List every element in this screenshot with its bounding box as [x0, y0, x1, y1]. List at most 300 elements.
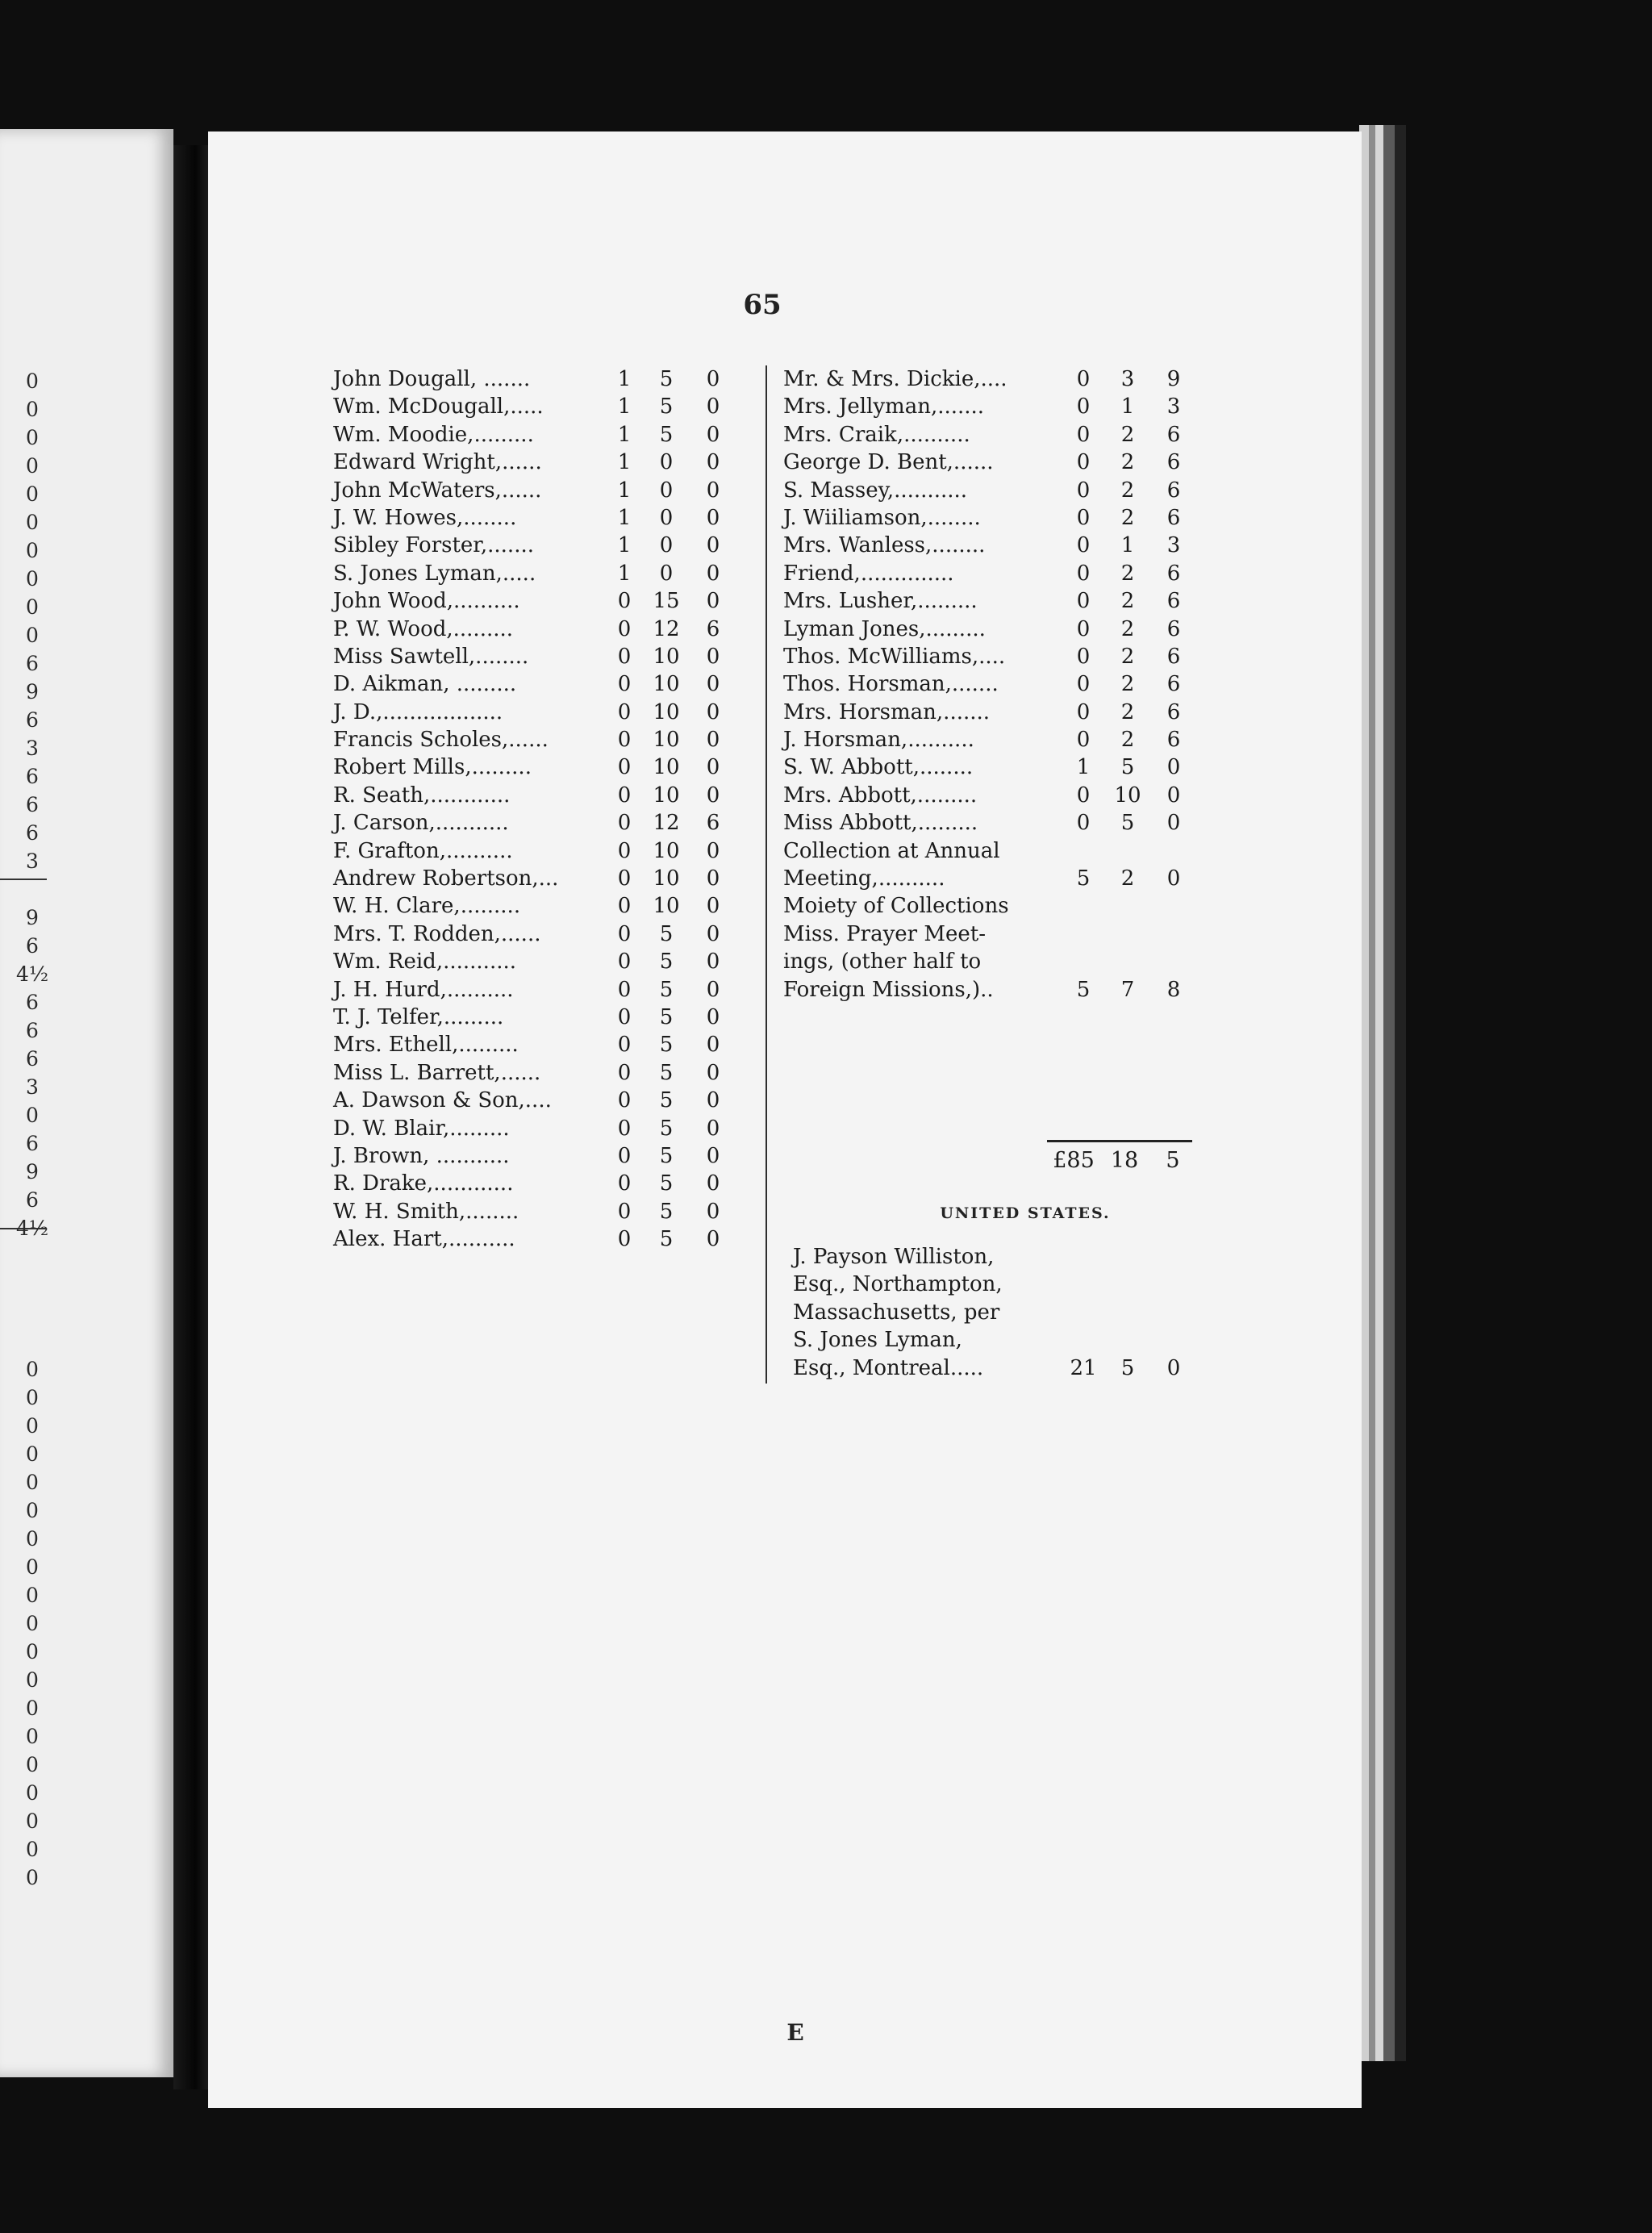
- subscription-row: [783, 532, 1412, 559]
- amount-pence: 0: [1166, 783, 1181, 808]
- amount-pence: 0: [706, 977, 720, 1002]
- subscriber-name: Edward Wright,......: [333, 450, 542, 475]
- amount-pounds: 0: [617, 589, 632, 614]
- subscription-row: [333, 560, 753, 587]
- amount-shillings: 10: [1114, 783, 1141, 808]
- subscription-row: [793, 1271, 1422, 1298]
- amount-pence: 0: [706, 1171, 720, 1196]
- amount-shillings: 1: [1120, 533, 1135, 558]
- left-page-figure: 9: [26, 1160, 39, 1183]
- amount-shillings: 5: [659, 1171, 674, 1196]
- amount-shillings: 5: [659, 1227, 674, 1252]
- subscription-row: [793, 1326, 1422, 1354]
- subscriber-name: John Wood,..........: [333, 589, 520, 614]
- left-page-fragment: [0, 129, 173, 2077]
- subscription-row: [793, 1243, 1422, 1271]
- subscription-row: [783, 837, 1412, 865]
- subscriber-name: Miss. Prayer Meet-: [783, 921, 986, 946]
- amount-pence: 0: [706, 838, 720, 863]
- amount-shillings: 1: [1120, 394, 1135, 419]
- amount-pence: 6: [1166, 672, 1181, 697]
- subscriber-name: Mrs. Ethell,.........: [333, 1033, 519, 1058]
- left-page-figure: 0: [26, 1697, 39, 1720]
- amount-pounds: 0: [617, 921, 632, 946]
- subscription-row: [783, 976, 1412, 1004]
- amount-pounds: 0: [617, 783, 632, 808]
- amount-shillings: 12: [653, 811, 680, 836]
- section-heading-united-states: UNITED STATES.: [940, 1204, 1111, 1222]
- subscription-row: [333, 532, 753, 559]
- amount-pence: 6: [1166, 589, 1181, 614]
- subscriber-name: D. W. Blair,.........: [333, 1116, 510, 1141]
- amount-shillings: 5: [1120, 811, 1135, 836]
- left-page-figure: 0: [26, 1584, 39, 1607]
- subscription-row: [333, 1004, 753, 1031]
- left-page-figure: 6: [26, 793, 39, 816]
- subscriber-name: S. Jones Lyman,.....: [333, 561, 536, 586]
- subscription-row: [333, 477, 753, 504]
- amount-shillings: 5: [659, 1116, 674, 1141]
- amount-pounds: 0: [617, 977, 632, 1002]
- left-page-figure: 0: [26, 1640, 39, 1663]
- left-page-figure: 6: [26, 765, 39, 788]
- amount-shillings: 2: [1120, 644, 1135, 669]
- left-page-figures-lower: [16, 904, 48, 1242]
- subscriber-name: Mrs. Horsman,.......: [783, 699, 991, 724]
- amount-pounds: 1: [617, 505, 632, 530]
- amount-pence: 0: [1166, 811, 1181, 836]
- subscription-row: [333, 1198, 753, 1225]
- subscriber-name: Wm. Reid,...........: [333, 950, 517, 975]
- subscription-row: [333, 865, 753, 892]
- subscription-row: [333, 1170, 753, 1197]
- amount-pounds: 1: [617, 561, 632, 586]
- amount-shillings: 0: [659, 533, 674, 558]
- subscriber-name: Thos. McWilliams,....: [783, 644, 1006, 669]
- amount-pounds: 0: [617, 894, 632, 919]
- amount-pounds: 1: [617, 367, 632, 391]
- subscription-row: [333, 1059, 753, 1087]
- amount-shillings: 10: [653, 672, 680, 697]
- amount-pence: 0: [706, 950, 720, 975]
- subscriber-name: S. Jones Lyman,: [793, 1328, 962, 1353]
- subscriber-name: Esq., Montreal.....: [793, 1355, 984, 1380]
- subscription-row: [333, 643, 753, 670]
- subscriber-name: J. Payson Williston,: [793, 1245, 995, 1269]
- subscriber-name: Mrs. T. Rodden,......: [333, 921, 541, 946]
- amount-pence: 0: [706, 1227, 720, 1252]
- subscriber-name: Thos. Horsman,.......: [783, 672, 999, 697]
- amount-pounds: 1: [617, 478, 632, 503]
- amount-pounds: 0: [1076, 533, 1091, 558]
- left-page-figure: 6: [26, 934, 39, 958]
- amount-pence: 0: [706, 367, 720, 391]
- amount-pence: 0: [706, 1033, 720, 1058]
- left-page-figure: 0: [26, 1809, 39, 1833]
- left-page-figure: 0: [26, 426, 39, 449]
- amount-pence: 3: [1166, 533, 1181, 558]
- amount-pence: 0: [706, 478, 720, 503]
- subscription-row: [333, 837, 753, 865]
- subscription-row: [783, 560, 1412, 587]
- amount-pounds: 0: [617, 1004, 632, 1029]
- left-page-figures-bottom: [16, 1355, 48, 1892]
- total-shillings: 18: [1110, 1148, 1139, 1173]
- amount-pounds: 1: [617, 422, 632, 447]
- amount-pounds: 0: [617, 699, 632, 724]
- amount-shillings: 0: [659, 450, 674, 475]
- subscriber-name: Francis Scholes,......: [333, 728, 549, 753]
- left-page-figure: 6: [26, 991, 39, 1014]
- amount-pounds: 21: [1070, 1355, 1097, 1380]
- amount-pounds: 0: [617, 616, 632, 641]
- amount-pence: 0: [706, 394, 720, 419]
- left-page-figure: 0: [26, 1612, 39, 1635]
- subscription-row: [783, 643, 1412, 670]
- subscription-row: [333, 1115, 753, 1142]
- amount-shillings: 10: [653, 699, 680, 724]
- left-page-figure: 0: [26, 1555, 39, 1579]
- amount-pence: 0: [706, 533, 720, 558]
- left-page-figure: 0: [26, 539, 39, 562]
- amount-shillings: 0: [659, 505, 674, 530]
- amount-pence: 0: [706, 1060, 720, 1085]
- subscription-row: [783, 948, 1412, 975]
- amount-pounds: 0: [1076, 783, 1091, 808]
- subscriber-name: Meeting,..........: [783, 866, 945, 891]
- amount-pounds: 0: [1076, 589, 1091, 614]
- amount-pounds: 1: [617, 394, 632, 419]
- subscription-row: [333, 976, 753, 1004]
- amount-pence: 0: [706, 894, 720, 919]
- amount-pounds: 1: [617, 450, 632, 475]
- subscription-row: [333, 421, 753, 449]
- subscriber-name: J. Carson,...........: [333, 811, 509, 836]
- amount-shillings: 2: [1120, 589, 1135, 614]
- left-page-figure: 9: [26, 906, 39, 929]
- left-page-figure: 4½: [16, 962, 49, 986]
- amount-shillings: 5: [659, 1199, 674, 1224]
- subscriber-name: Mr. & Mrs. Dickie,....: [783, 367, 1007, 391]
- amount-pence: 0: [706, 561, 720, 586]
- left-page-figure: 0: [26, 1414, 39, 1438]
- subscriber-name: D. Aikman, .........: [333, 672, 517, 697]
- subscriber-name: R. Seath,............: [333, 783, 511, 808]
- amount-pounds: 0: [617, 838, 632, 863]
- left-page-figure: 0: [26, 1527, 39, 1551]
- subscriber-name: Miss Sawtell,........: [333, 644, 529, 669]
- subscriber-name: Massachusetts, per: [793, 1300, 1000, 1325]
- amount-shillings: 5: [659, 367, 674, 391]
- left-page-figure: 0: [26, 1781, 39, 1805]
- amount-shillings: 5: [659, 1033, 674, 1058]
- amount-pence: 6: [1166, 699, 1181, 724]
- amount-shillings: 2: [1120, 422, 1135, 447]
- subscriber-name: Andrew Robertson,...: [333, 866, 559, 891]
- left-page-figure: 0: [26, 511, 39, 534]
- subscriber-name: Mrs. Lusher,.........: [783, 589, 978, 614]
- amount-pence: 0: [706, 450, 720, 475]
- subscriber-name: J. Wiiliamson,........: [783, 505, 981, 530]
- amount-shillings: 2: [1120, 699, 1135, 724]
- amount-shillings: 0: [659, 561, 674, 586]
- amount-shillings: 10: [653, 755, 680, 780]
- amount-pence: 0: [706, 1088, 720, 1113]
- amount-pounds: 5: [1076, 977, 1091, 1002]
- amount-pence: 0: [706, 783, 720, 808]
- subscription-row: [333, 670, 753, 698]
- subscriber-name: Miss Abbott,.........: [783, 811, 978, 836]
- amount-pounds: 0: [1076, 367, 1091, 391]
- amount-shillings: 2: [1120, 561, 1135, 586]
- amount-shillings: 0: [659, 478, 674, 503]
- subscriber-name: F. Grafton,..........: [333, 838, 513, 863]
- subscription-row: [783, 616, 1412, 643]
- subscriber-name: J. D.,..................: [333, 699, 503, 724]
- total-pounds: £85: [1053, 1148, 1095, 1173]
- subscriber-name: J. W. Howes,........: [333, 505, 517, 530]
- amount-pounds: 0: [617, 644, 632, 669]
- left-page-figure: 0: [26, 567, 39, 591]
- subscription-row: [333, 726, 753, 753]
- subscriber-name: J. H. Hurd,..........: [333, 977, 514, 1002]
- amount-pounds: 0: [1076, 699, 1091, 724]
- amount-pence: 0: [706, 921, 720, 946]
- subscriber-name: Lyman Jones,.........: [783, 616, 986, 641]
- left-page-figure: 3: [26, 1075, 39, 1099]
- amount-pounds: 0: [617, 1060, 632, 1085]
- left-page-rule: [0, 879, 47, 880]
- left-page-figure: 6: [26, 1047, 39, 1071]
- left-page-figure: 0: [26, 1668, 39, 1692]
- amount-pounds: 0: [1076, 505, 1091, 530]
- subscription-row: [333, 587, 753, 615]
- subscription-row: [783, 449, 1412, 476]
- amount-pence: 6: [706, 616, 720, 641]
- subscription-row: [333, 616, 753, 643]
- subscription-row: [333, 504, 753, 532]
- subscriber-name: Friend,..............: [783, 561, 954, 586]
- amount-shillings: 2: [1120, 505, 1135, 530]
- left-page-figure: 0: [26, 1386, 39, 1409]
- left-page-figure: 0: [26, 1358, 39, 1381]
- subscription-row: [333, 393, 753, 420]
- amount-shillings: 5: [659, 950, 674, 975]
- amount-pounds: 0: [1076, 394, 1091, 419]
- amount-pence: 0: [706, 1004, 720, 1029]
- amount-pounds: 0: [617, 1033, 632, 1058]
- amount-pounds: 0: [1076, 561, 1091, 586]
- subscriber-name: Miss L. Barrett,......: [333, 1060, 541, 1085]
- subscriber-name: R. Drake,............: [333, 1171, 514, 1196]
- subscription-row: [783, 477, 1412, 504]
- amount-pence: 0: [706, 866, 720, 891]
- amount-pounds: 0: [617, 672, 632, 697]
- amount-pounds: 0: [617, 1116, 632, 1141]
- amount-pounds: 0: [1076, 728, 1091, 753]
- signature-mark: E: [786, 2019, 804, 2046]
- amount-shillings: 5: [659, 422, 674, 447]
- amount-pence: 0: [706, 1143, 720, 1168]
- total-rule: [1047, 1140, 1192, 1142]
- subscription-row: [793, 1354, 1422, 1382]
- left-page-figure: 6: [26, 821, 39, 845]
- page-number: 65: [743, 289, 782, 321]
- subscriber-name: S. W. Abbott,........: [783, 755, 974, 780]
- amount-pence: 6: [706, 811, 720, 836]
- left-page-figure: 6: [26, 652, 39, 675]
- subscription-row: [783, 726, 1412, 753]
- amount-shillings: 5: [659, 1088, 674, 1113]
- left-page-figure: 0: [26, 398, 39, 421]
- amount-pence: 6: [1166, 728, 1181, 753]
- amount-shillings: 5: [659, 921, 674, 946]
- amount-shillings: 10: [653, 783, 680, 808]
- subscriber-name: George D. Bent,......: [783, 450, 994, 475]
- left-page-figure: 0: [26, 1866, 39, 1889]
- left-page-figure: 0: [26, 1725, 39, 1748]
- subscription-row: [333, 449, 753, 476]
- left-page-figure: 0: [26, 1442, 39, 1466]
- subscriber-name: P. W. Wood,.........: [333, 616, 514, 641]
- subscriber-name: Wm. Moodie,.........: [333, 422, 534, 447]
- amount-shillings: 10: [653, 866, 680, 891]
- amount-pence: 6: [1166, 505, 1181, 530]
- amount-pence: 6: [1166, 616, 1181, 641]
- book-page: [208, 131, 1362, 2108]
- subscriber-name: A. Dawson & Son,....: [333, 1088, 552, 1113]
- subscription-row: [783, 892, 1412, 920]
- amount-shillings: 3: [1120, 367, 1135, 391]
- left-page-figure: 0: [26, 1471, 39, 1494]
- amount-pounds: 1: [617, 533, 632, 558]
- amount-pence: 0: [706, 1116, 720, 1141]
- amount-pence: 0: [1166, 755, 1181, 780]
- amount-pounds: 0: [1076, 422, 1091, 447]
- united-states-entries: [793, 1243, 1422, 1382]
- subscriber-name: John McWaters,......: [333, 478, 542, 503]
- amount-pence: 0: [706, 422, 720, 447]
- amount-pence: 0: [1166, 1355, 1181, 1380]
- amount-pounds: 0: [1076, 616, 1091, 641]
- subscriber-name: Esq., Northampton,: [793, 1272, 1003, 1297]
- amount-shillings: 2: [1120, 450, 1135, 475]
- left-page-figure: 0: [26, 1104, 39, 1127]
- amount-shillings: 2: [1120, 866, 1135, 891]
- subscription-row: [333, 1142, 753, 1170]
- subscription-row: [333, 699, 753, 726]
- subscription-row: [783, 670, 1412, 698]
- amount-pounds: 0: [617, 1227, 632, 1252]
- amount-pounds: 0: [617, 866, 632, 891]
- left-page-figure: 0: [26, 482, 39, 506]
- subscription-row: [783, 782, 1412, 809]
- amount-pounds: 0: [617, 755, 632, 780]
- subscription-row: [783, 504, 1412, 532]
- amount-shillings: 5: [659, 1004, 674, 1029]
- subscriber-name: Mrs. Wanless,........: [783, 533, 986, 558]
- amount-pounds: 1: [1076, 755, 1091, 780]
- left-page-figure: 6: [26, 1132, 39, 1155]
- amount-shillings: 15: [653, 589, 680, 614]
- amount-pence: 6: [1166, 478, 1181, 503]
- subscriber-name: Wm. McDougall,.....: [333, 394, 544, 419]
- amount-pence: 6: [1166, 422, 1181, 447]
- subscriber-name: T. J. Telfer,.........: [333, 1004, 504, 1029]
- amount-pence: 0: [706, 644, 720, 669]
- subscription-row: [333, 920, 753, 948]
- left-page-figure: 3: [26, 849, 39, 873]
- left-page-figure: 0: [26, 454, 39, 478]
- amount-shillings: 10: [653, 644, 680, 669]
- subscriber-name: Mrs. Abbott,.........: [783, 783, 978, 808]
- amount-pounds: 5: [1076, 866, 1091, 891]
- amount-shillings: 2: [1120, 672, 1135, 697]
- subscriptions-column-left: [333, 365, 753, 1254]
- subscriber-name: Mrs. Craik,..........: [783, 422, 970, 447]
- subscriber-name: Robert Mills,.........: [333, 755, 532, 780]
- left-page-figures-upper: [16, 367, 48, 875]
- subscription-row: [783, 753, 1412, 781]
- amount-pence: 0: [706, 755, 720, 780]
- left-page-figure: 0: [26, 369, 39, 393]
- subscriber-name: W. H. Smith,........: [333, 1199, 519, 1224]
- subscription-row: [333, 892, 753, 920]
- subscription-row: [333, 1225, 753, 1253]
- amount-shillings: 12: [653, 616, 680, 641]
- subscription-row: [783, 809, 1412, 837]
- subscriber-name: Mrs. Jellyman,.......: [783, 394, 985, 419]
- subscriber-name: J. Brown, ...........: [333, 1143, 510, 1168]
- amount-pounds: 0: [1076, 644, 1091, 669]
- subscriber-name: S. Massey,...........: [783, 478, 968, 503]
- amount-shillings: 5: [659, 1143, 674, 1168]
- subscription-row: [783, 920, 1412, 948]
- column-divider: [766, 365, 767, 1384]
- subscriber-name: W. H. Clare,.........: [333, 894, 521, 919]
- left-page-figure: 0: [26, 1753, 39, 1776]
- amount-pounds: 0: [617, 1171, 632, 1196]
- amount-pounds: 0: [1076, 811, 1091, 836]
- subscription-row: [333, 809, 753, 837]
- amount-pounds: 0: [1076, 478, 1091, 503]
- left-page-figure: 9: [26, 680, 39, 703]
- subscriber-name: ings, (other half to: [783, 950, 982, 975]
- amount-pence: 0: [1166, 866, 1181, 891]
- subscription-row: [793, 1299, 1422, 1326]
- amount-pounds: 0: [1076, 450, 1091, 475]
- amount-pounds: 0: [617, 950, 632, 975]
- subscription-row: [783, 699, 1412, 726]
- amount-shillings: 2: [1120, 616, 1135, 641]
- subscription-row: [783, 393, 1412, 420]
- amount-pounds: 0: [617, 728, 632, 753]
- subscriptions-column-right: [783, 365, 1412, 1004]
- amount-pence: 0: [706, 505, 720, 530]
- left-page-figure: 4½: [16, 1217, 49, 1240]
- subscriber-name: Alex. Hart,..........: [333, 1227, 515, 1252]
- subscription-row: [333, 365, 753, 393]
- book-gutter: [173, 145, 210, 2089]
- amount-pounds: 0: [1076, 672, 1091, 697]
- amount-pounds: 0: [617, 1088, 632, 1113]
- amount-shillings: 5: [1120, 755, 1135, 780]
- subscription-row: [333, 782, 753, 809]
- amount-shillings: 10: [653, 728, 680, 753]
- left-page-figure: 6: [26, 1019, 39, 1042]
- amount-shillings: 5: [659, 1060, 674, 1085]
- amount-pence: 0: [706, 672, 720, 697]
